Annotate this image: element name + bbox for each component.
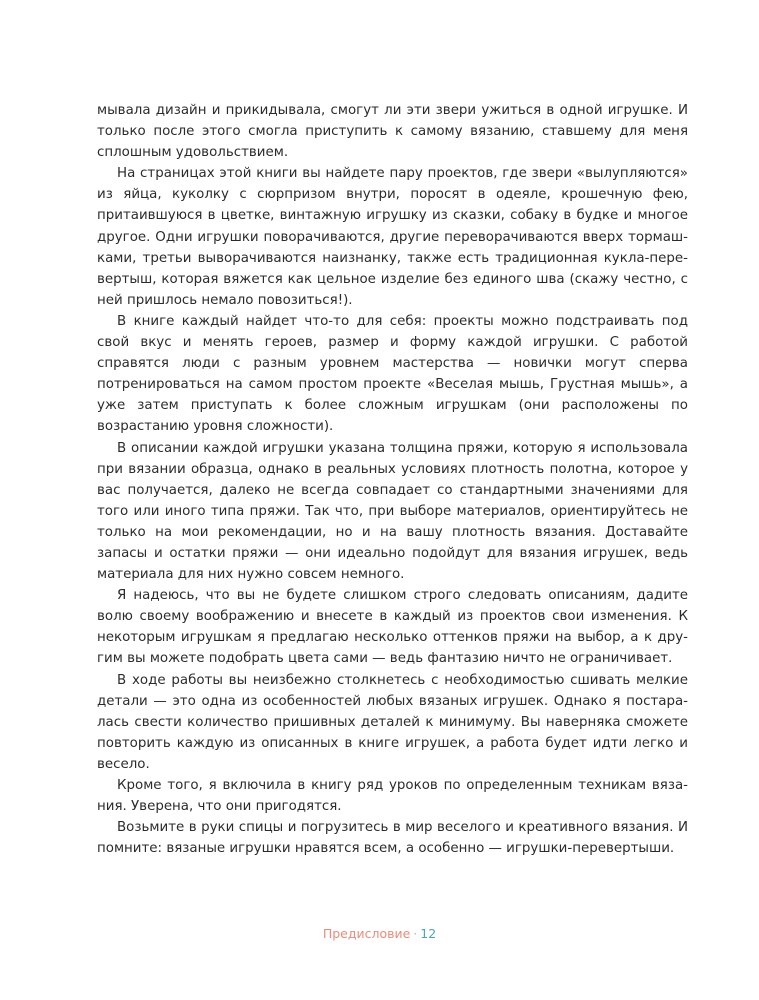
paragraph: В книге каждый найдет что-то для себя: проекты можно подстраивать под свой вкус и менять героев, размер и форму каждой игрушки. С работой справятся люди с разным уровнем мастерства — новички могут сперва потренироваться на самом простом проекте «Веселая мышь, Грустная мышь», а уже затем приступать к более сложным игрушкам (они расположены по возрастанию уровня сложности). <box>97 313 688 435</box>
paragraph: Я надеюсь, что вы не будете слишком строго следовать описаниям, дадите волю своему воображению и внесете в каждый из проектов свои изменения. К некоторым игрушкам я предлагаю несколько оттенков пряжи на выбор, а к другим вы можете подобрать цвета сами — ведь фантазию ничто не ограничивает. <box>97 588 688 667</box>
paragraph: Возьмите в руки спицы и погрузитесь в мир веселого и креативного вязания. И помните: вязаные игрушки нравятся всем, а особенно — игрушки-перевертыши. <box>97 820 688 857</box>
body-text <box>97 100 688 859</box>
paragraph: В описании каждой игрушки указана толщина пряжи, которую я использовала при вязании образца, однако в реальных условиях плотность полотна, которое у вас получается, далеко не всегда совпадает со стандартными значениями для того или иного типа пряжи. Так что, при выборе материалов, ориентируйтесь не только на мои рекомендации, но и на вашу плотность вязания. Доставайте запасы и остатки пряжи — они идеально подойдут для вязания игрушек, ведь материала для них нужно совсем немного. <box>97 440 688 583</box>
page-number: 12 <box>420 926 437 941</box>
footer-separator: · <box>413 926 418 941</box>
paragraph: Кроме того, я включила в книгу ряд уроков по определенным техникам вязания. Уверена, что они пригодятся. <box>97 778 688 815</box>
paragraph: На страницах этой книги вы найдете пару проектов, где звери «вылупляются» из яйца, куколку с сюрпризом внутри, поросят в одеяле, крошечную фею, притаившуюся в цветке, винтажную игрушку из сказки, собаку в будке и многое другое. Одни игрушки поворачиваются, другие переворачиваются вверх тормашками, третьи выворачиваются наизнанку, также есть традиционная кукла-перевертыш, которая вяжется как цельное изделие без единого шва (скажу честно, с ней пришлось немало повозиться!). <box>97 166 688 308</box>
page-footer <box>0 926 759 942</box>
footer-section-title: Предисловие <box>322 926 411 941</box>
paragraph-continuation: мывала дизайн и прикидывала, смогут ли эти звери ужиться в одной игрушке. И только после этого смогла приступить к самому вязанию, ставшему для меня сплошным удовольствием. <box>97 103 688 161</box>
paragraph: В ходе работы вы неизбежно столкнетесь с необходимостью сшивать мелкие детали — это одна из особенностей любых вязаных игрушек. Однако я постаралась свести количество пришивных деталей к минимуму. Вы наверняка сможете повторить каждую из описанных в книге игрушек, а работа будет идти легко и весело. <box>97 672 688 772</box>
